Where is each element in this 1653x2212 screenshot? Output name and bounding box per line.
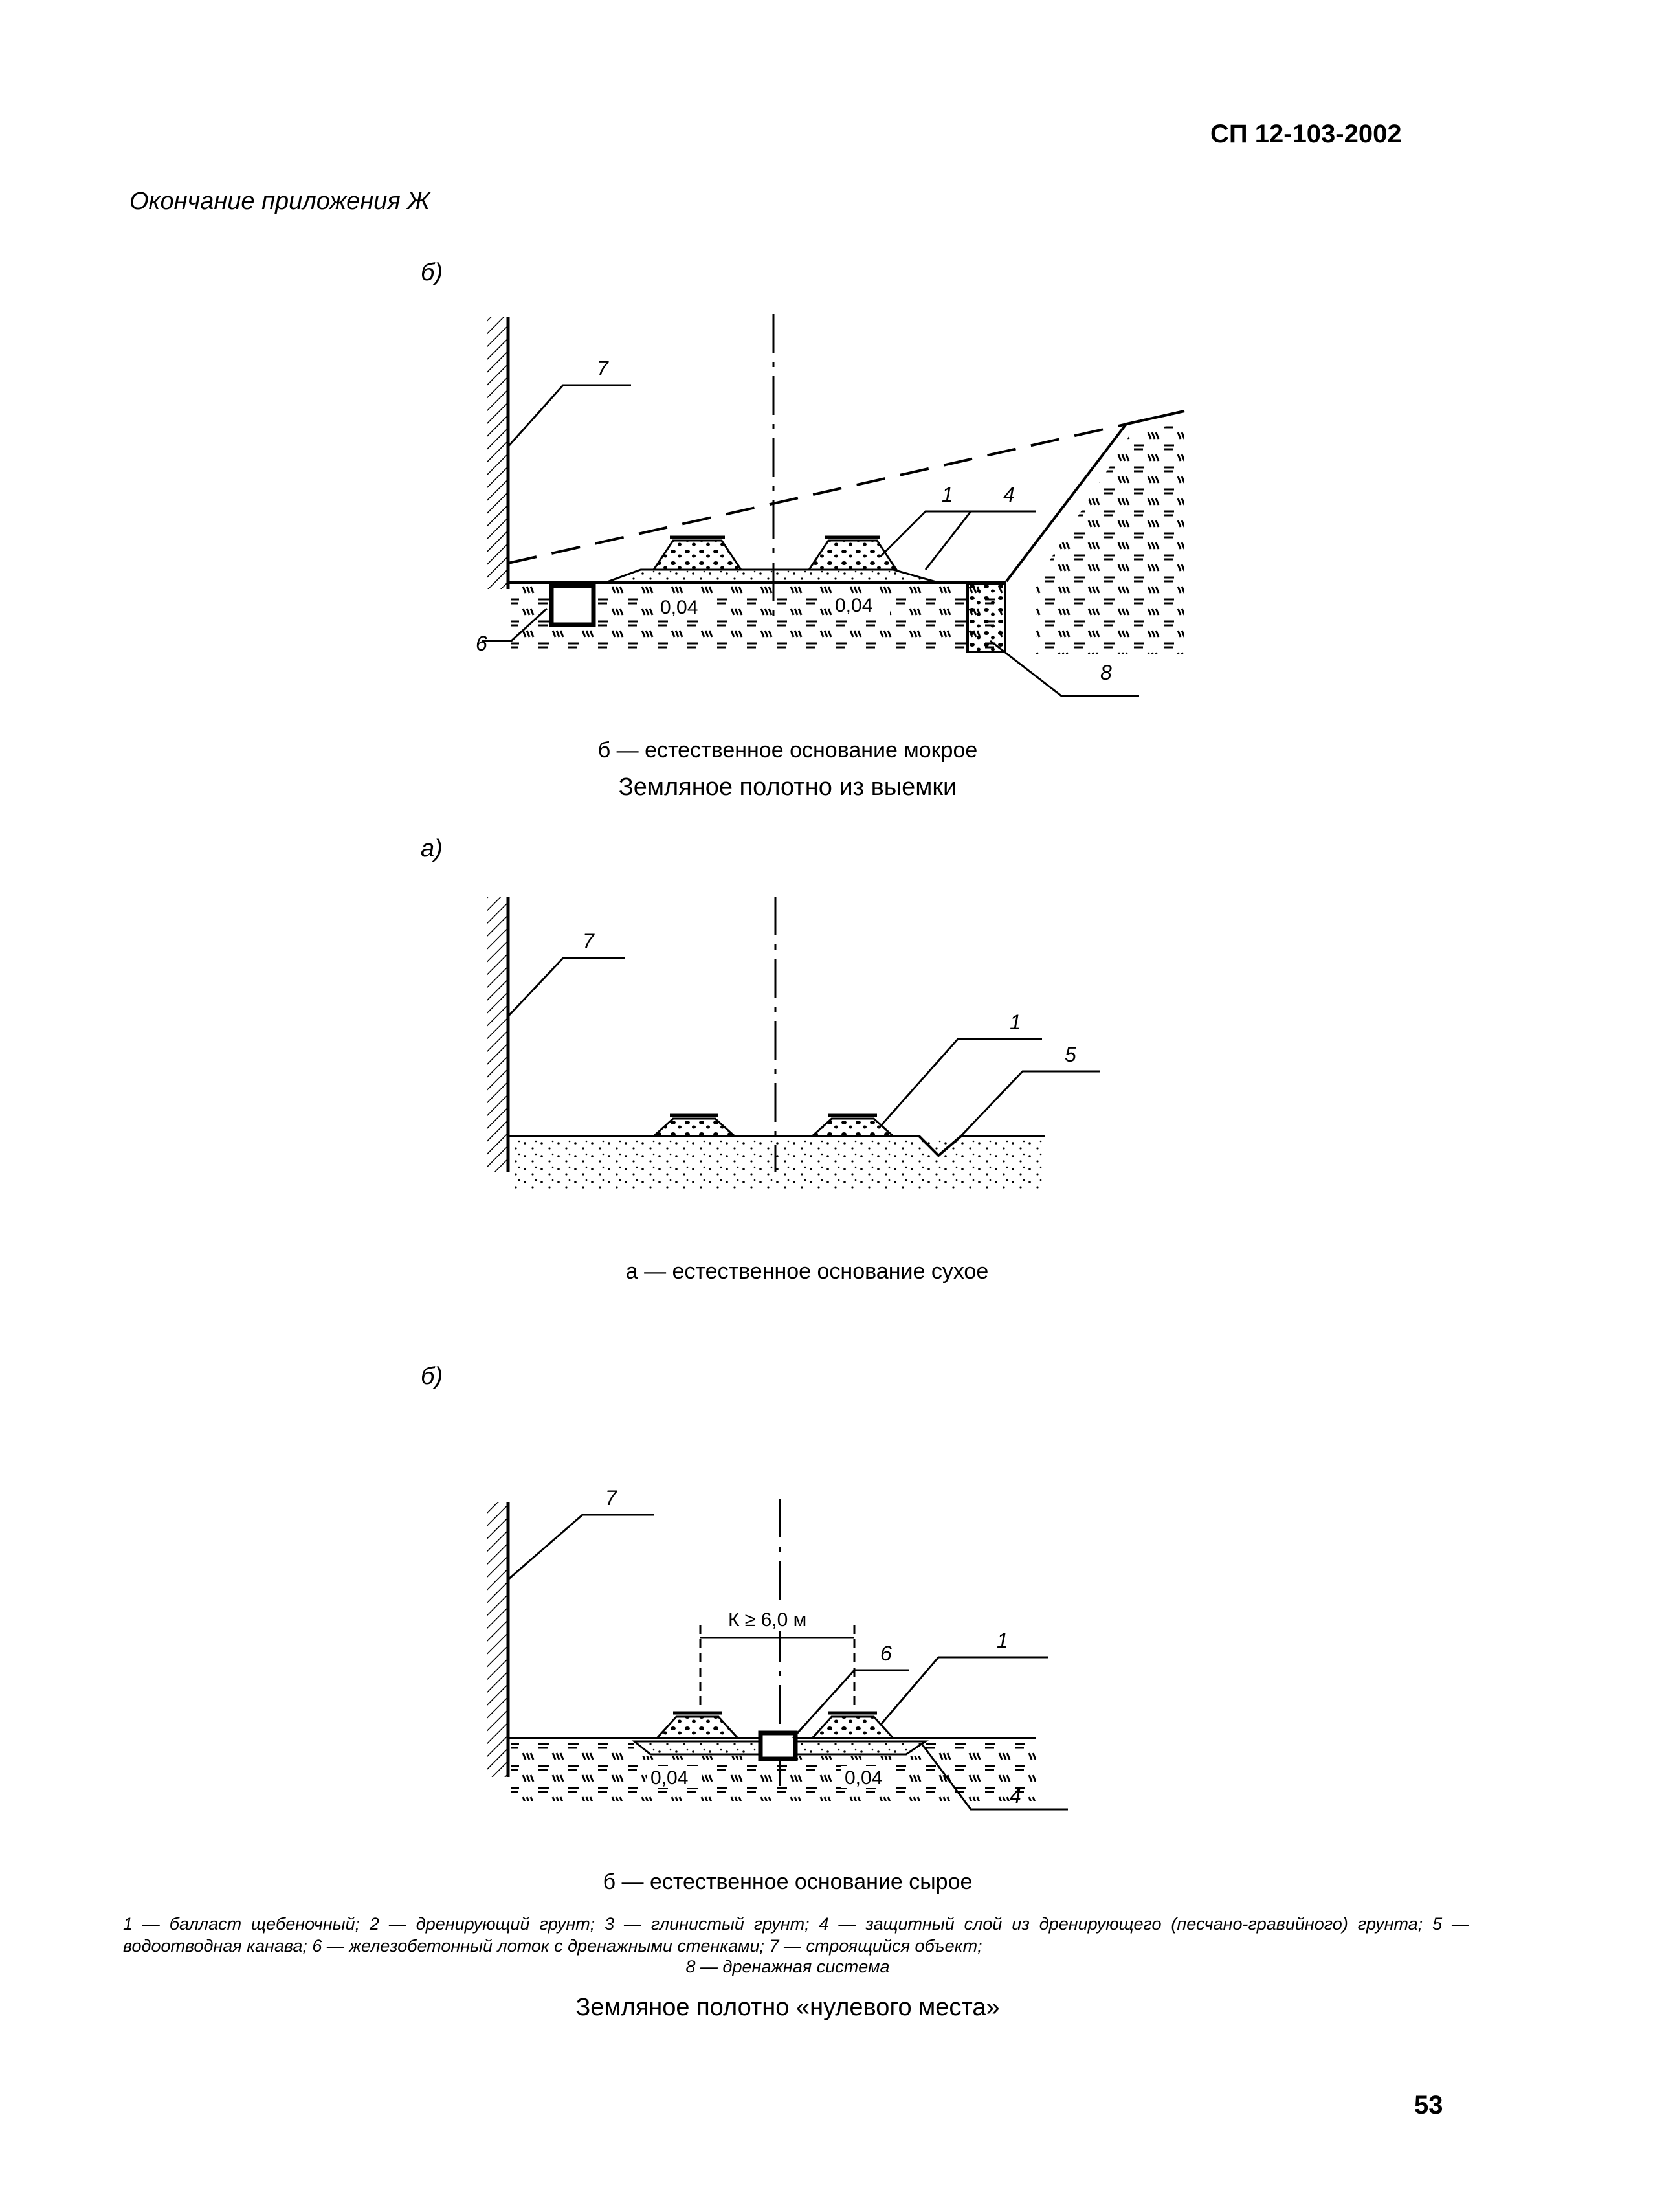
- label-7: 7: [582, 930, 594, 953]
- document-code: СП 12-103-2002: [1210, 120, 1402, 148]
- figure-b-caption: б — естественное основание сырое: [603, 1870, 973, 1894]
- label-1: 1: [942, 483, 953, 506]
- label-7: 7: [605, 1486, 617, 1510]
- slope-left: 0,04: [660, 597, 698, 618]
- label-1: 1: [1010, 1011, 1021, 1034]
- label-4: 4: [1003, 483, 1015, 506]
- label-6: 6: [476, 632, 487, 655]
- slope-right: 0,04: [835, 595, 873, 616]
- dimension-label: К ≥ 6,0 м: [728, 1609, 807, 1631]
- legend-last: 8 — дренажная система: [685, 1957, 890, 1976]
- figure-top-letter: б): [421, 259, 443, 286]
- bottom-title: Земляное полотно «нулевого места»: [575, 1994, 1000, 2021]
- slope-right: 0,04: [845, 1767, 883, 1789]
- slope-left: 0,04: [650, 1767, 689, 1789]
- label-6: 6: [880, 1642, 892, 1665]
- label-4: 4: [1010, 1784, 1021, 1807]
- page-number: 53: [1414, 2091, 1443, 2119]
- figure-a-letter: а): [421, 835, 443, 862]
- figure-top-caption: б — естественное основание мокрое: [597, 738, 978, 763]
- label-5: 5: [1065, 1043, 1076, 1066]
- figure-top-title: Земляное полотно из выемки: [618, 774, 957, 801]
- label-1: 1: [997, 1629, 1008, 1652]
- figure-a-caption: а — естественное основание сухое: [625, 1259, 989, 1284]
- legend-text: 1 — балласт щебеночный; 2 — дренирующий грунт; 3 — глинистый грунт; 4 — защитный слой из дренирующего (песчано-гравийного) грунта; 5 — водоотводная канава; 6 — железобетонный лоток с дренажными стенками; 7 — строящийся объект;: [123, 1914, 1469, 1956]
- label-7: 7: [597, 357, 608, 380]
- appendix-ending-label: Окончание приложения Ж: [129, 188, 430, 215]
- figure-b-letter: б): [421, 1363, 443, 1390]
- label-8: 8: [1100, 661, 1112, 684]
